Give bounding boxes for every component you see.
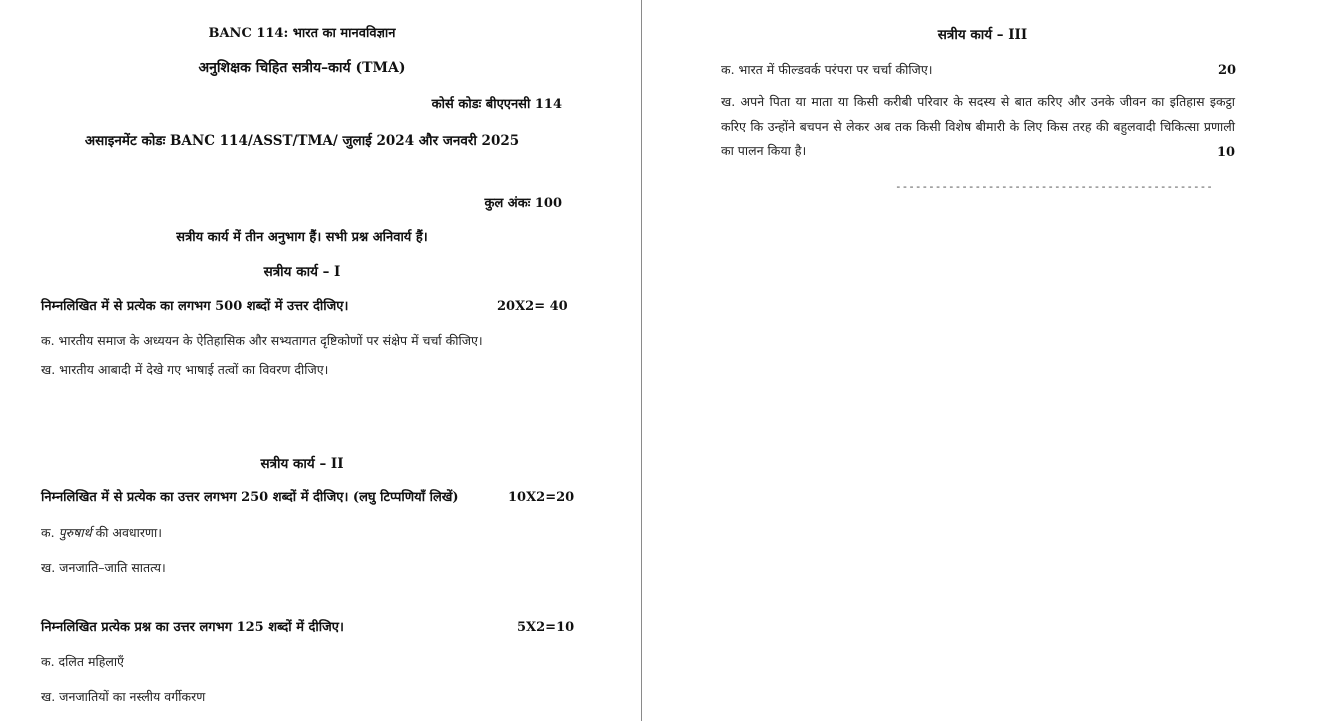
section2-instruction: निम्नलिखित में से प्रत्येक का उत्तर लगभग 250 शब्दों में दीजिए। (लघु टिप्पणियाँ लिखें): [41, 490, 459, 505]
section1-marks: 20X2= 40: [497, 299, 568, 314]
purushartha-term: पुरुषार्थ: [58, 525, 92, 540]
end-separator: ------------------------------------------------: [895, 180, 1213, 193]
section1-question-a: क. भारतीय समाज के अध्ययन के ऐतिहासिक और सभ्यतागत दृष्टिकोणों पर संक्षेप में चर्चा कीजिए।: [41, 333, 483, 348]
question-letter: क.: [41, 525, 55, 540]
section1-instruction: निम्नलिखित में से प्रत्येक का लगभग 500 शब्दों में उत्तर दीजिए।: [41, 299, 349, 314]
section3-heading: सत्रीय कार्य – III: [937, 27, 1028, 43]
document-page-right: [642, 0, 1262, 721]
section2-question-a: [41, 525, 162, 540]
assignment-code: असाइनमेंट कोडः BANC 114/ASST/TMA/ जुलाई 2024 और जनवरी 2025: [84, 133, 520, 149]
document-page-left: [0, 0, 641, 721]
section2-instruction-2: निम्नलिखित प्रत्येक प्रश्न का उत्तर लगभग 125 शब्दों में दीजिए।: [41, 620, 344, 635]
section2-marks: 10X2=20: [508, 490, 575, 505]
section1-heading: सत्रीय कार्य – I: [263, 264, 341, 280]
tma-title: अनुशिक्षक चिहित सत्रीय–कार्य (TMA): [198, 60, 406, 76]
section3-question-b-marks: 10: [1217, 145, 1236, 160]
section2-marks-2: 5X2=10: [517, 620, 575, 635]
section3-question-b: ख. अपने पिता या माता या किसी करीबी परिवार के सदस्य से बात करिए और उनके जीवन का इतिहास इकट्ठा करिए कि उन्होंने बचपन से लेकर अब तक किसी विशेष बीमारी के लिए किस तरह की बहुलवादी चिकित्सा प्रणाली का पालन किया है।: [721, 94, 1235, 158]
course-title: BANC 114: भारत का मानवविज्ञान: [208, 26, 396, 41]
section2-question-b: ख. जनजाति–जाति सातत्य।: [41, 560, 166, 575]
section2-question-c: क. दलित महिलाएँ: [41, 654, 124, 669]
course-code: कोर्स कोडः बीएएनसी 114: [431, 97, 562, 112]
section1-question-b: ख. भारतीय आबादी में देखे गए भाषाई तत्वों का विवरण दीजिए।: [41, 362, 329, 377]
question-text: की अवधारणा।: [95, 525, 162, 540]
section3-question-a-marks: 20: [1218, 63, 1237, 78]
section3-question-a: क. भारत में फील्डवर्क परंपरा पर चर्चा कीजिए।: [721, 62, 933, 77]
section2-heading: सत्रीय कार्य – II: [260, 456, 344, 472]
section2-question-d: ख. जनजातियों का नस्लीय वर्गीकरण: [41, 689, 206, 704]
general-instruction: सत्रीय कार्य में तीन अनुभाग हैं। सभी प्रश्न अनिवार्य हैं।: [176, 230, 428, 245]
total-marks: कुल अंकः 100: [484, 196, 562, 211]
